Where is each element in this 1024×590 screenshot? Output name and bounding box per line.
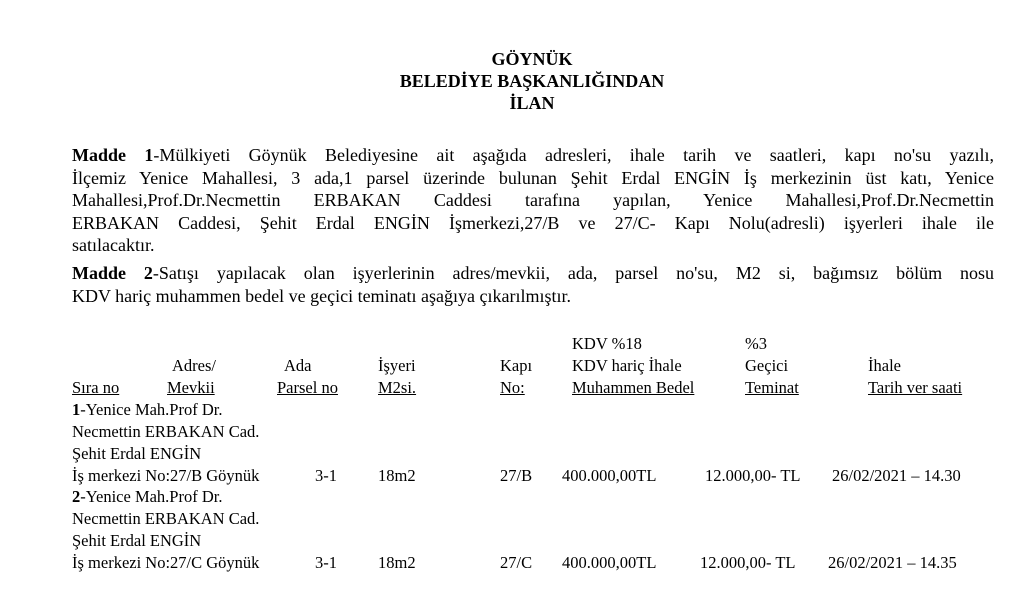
article-1-line: İlçemiz Yenice Mahallesi, 3 ada,1 parsel üzerinde bulunan Şehit Erdal ENGİN İş merkezinin üst katı, Yenice [72,167,994,188]
row-gecici-teminat: 12.000,00- TL [700,553,796,572]
row-address-line: 2-Yenice Mah.Prof Dr. [72,487,223,506]
m2-column-header: M2si. [378,378,417,397]
article-1-line: Mahallesi,Prof.Dr.Necmettin ERBAKAN Caddesi tarafına yapılan, Yenice Mahallesi,Prof.Dr.Necmettin [72,190,994,210]
office-name: BELEDİYE BAŞKANLIĞINDAN [399,71,665,91]
isyeri-header-top: İşyeri [378,356,416,375]
row-m2: 18m2 [378,553,416,572]
municipality-name: GÖYNÜK [491,49,573,69]
article-1 [72,144,994,257]
sira-column-header: Sıra no [72,378,120,397]
parsel-column-header: Parsel no [277,378,338,397]
article-2-line: Madde 2-Satışı yapılacak olan işyerlerinin adres/mevkii, ada, parsel no'su, M2 si, bağımsız bölüm nosu [72,263,995,283]
row-ada-parsel: 3-1 [315,466,337,485]
announcement-title: İLAN [509,93,555,113]
ada-header-top: Ada [284,356,312,375]
kapi-column-header: No: [500,378,525,397]
kdv-header-mid: KDV hariç İhale [572,356,682,375]
article-1-line: satılacaktır. [72,235,155,255]
row-ada-parsel: 3-1 [315,553,337,572]
row-muhammen-bedel: 400.000,00TL [562,553,657,572]
row-ihale-tarih: 26/02/2021 – 14.35 [828,553,957,572]
row-m2: 18m2 [378,466,416,485]
article-2-line: KDV hariç muhammen bedel ve geçici teminatı aşağıya çıkarılmıştır. [72,285,572,306]
row-address-line: Necmettin ERBAKAN Cad. [72,422,260,441]
article-2-label: Madde 2 [72,263,153,283]
teminat-header-top: %3 [745,334,767,353]
row-address-line: İş merkezi No:27/C Göynük [72,553,260,572]
row-kapi-no: 27/B [500,466,533,485]
row-gecici-teminat: 12.000,00- TL [705,466,801,485]
row-address-line: Şehit Erdal ENGİN [72,444,202,463]
ihale-column-header: Tarih ver saati [868,378,963,397]
row-number: 2 [72,487,81,506]
teminat-column-header: Teminat [745,378,799,397]
bedel-column-header: Muhammen Bedel [572,378,695,397]
row-kapi-no: 27/C [500,553,533,572]
kdv-header-top: KDV %18 [572,334,642,353]
row-number: 1 [72,400,81,419]
article-1-label: Madde 1 [72,145,154,165]
row-address-line: İş merkezi No:27/B Göynük [72,466,260,485]
adres-header-top: Adres/ [172,356,216,375]
row-address-line: 1-Yenice Mah.Prof Dr. [72,400,223,419]
row-address-line: Şehit Erdal ENGİN [72,531,202,550]
mevkii-column-header: Mevkii [167,378,215,397]
article-1-line: Madde 1-Mülkiyeti Göynük Belediyesine ait aşağıda adresleri, ihale tarih ve saatleri, kapı no'su yazılı, [72,145,994,165]
ihale-header-top: İhale [868,356,901,375]
article-1-line: ERBAKAN Caddesi, Şehit Erdal ENGİN İşmerkezi,27/B ve 27/C- Kapı Nolu(adresli) işyerleri ihale ile [72,212,994,233]
row-ihale-tarih: 26/02/2021 – 14.30 [832,466,961,485]
row-address-line: Necmettin ERBAKAN Cad. [72,509,260,528]
kapi-header-top: Kapı [500,356,533,375]
article-2 [72,262,994,307]
row-muhammen-bedel: 400.000,00TL [562,466,657,485]
teminat-header-mid: Geçici [745,356,789,375]
